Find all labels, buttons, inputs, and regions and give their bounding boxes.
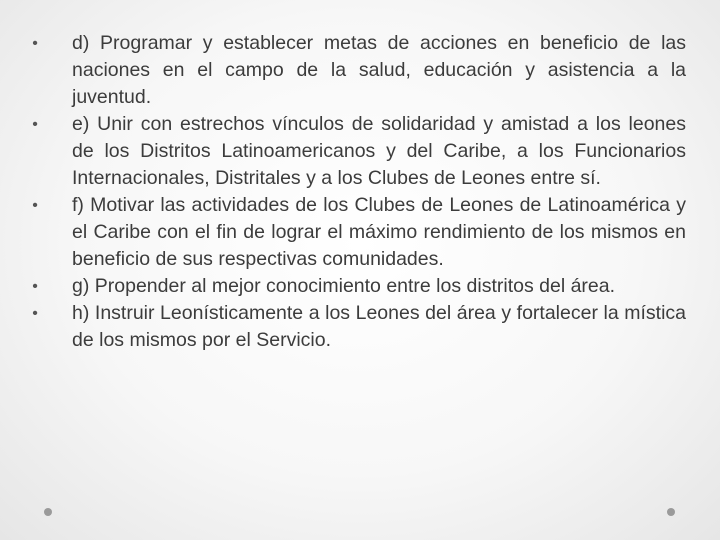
bullet-icon: • — [32, 278, 38, 295]
bullet-list — [28, 30, 686, 354]
bullet-icon: • — [32, 197, 38, 214]
bullet-text: h) Instruir Leonísticamente a los Leones del área y fortalecer la mística de los mismos por el Servicio. — [72, 302, 686, 351]
bullet-text: f) Motivar las actividades de los Clubes de Leones de Latinoamérica y el Caribe con el fin de lograr el máximo rendimiento de los mismos en beneficio de sus respectivas comunidades. — [72, 194, 686, 270]
bullet-item-d — [28, 30, 686, 111]
bullet-item-g — [28, 273, 686, 300]
bullet-icon: • — [32, 35, 38, 52]
bullet-text: g) Propender al mejor conocimiento entre los distritos del área. — [72, 275, 616, 297]
bullet-item-h — [28, 300, 686, 354]
bullet-text: e) Unir con estrechos vínculos de solidaridad y amistad a los leones de los Distritos Latinoamericanos y del Caribe, a los Funcionarios Internacionales, Distritales y a los Clubes de Leones entre sí. — [72, 113, 686, 189]
decorative-dot-right — [667, 508, 675, 516]
decorative-dot-left — [44, 508, 52, 516]
bullet-icon: • — [32, 305, 38, 322]
bullet-text: d) Programar y establecer metas de acciones en beneficio de las naciones en el campo de la salud, educación y asistencia a la juventud. — [72, 32, 686, 108]
bullet-item-e — [28, 111, 686, 192]
bullet-icon: • — [32, 116, 38, 133]
bullet-item-f — [28, 192, 686, 273]
